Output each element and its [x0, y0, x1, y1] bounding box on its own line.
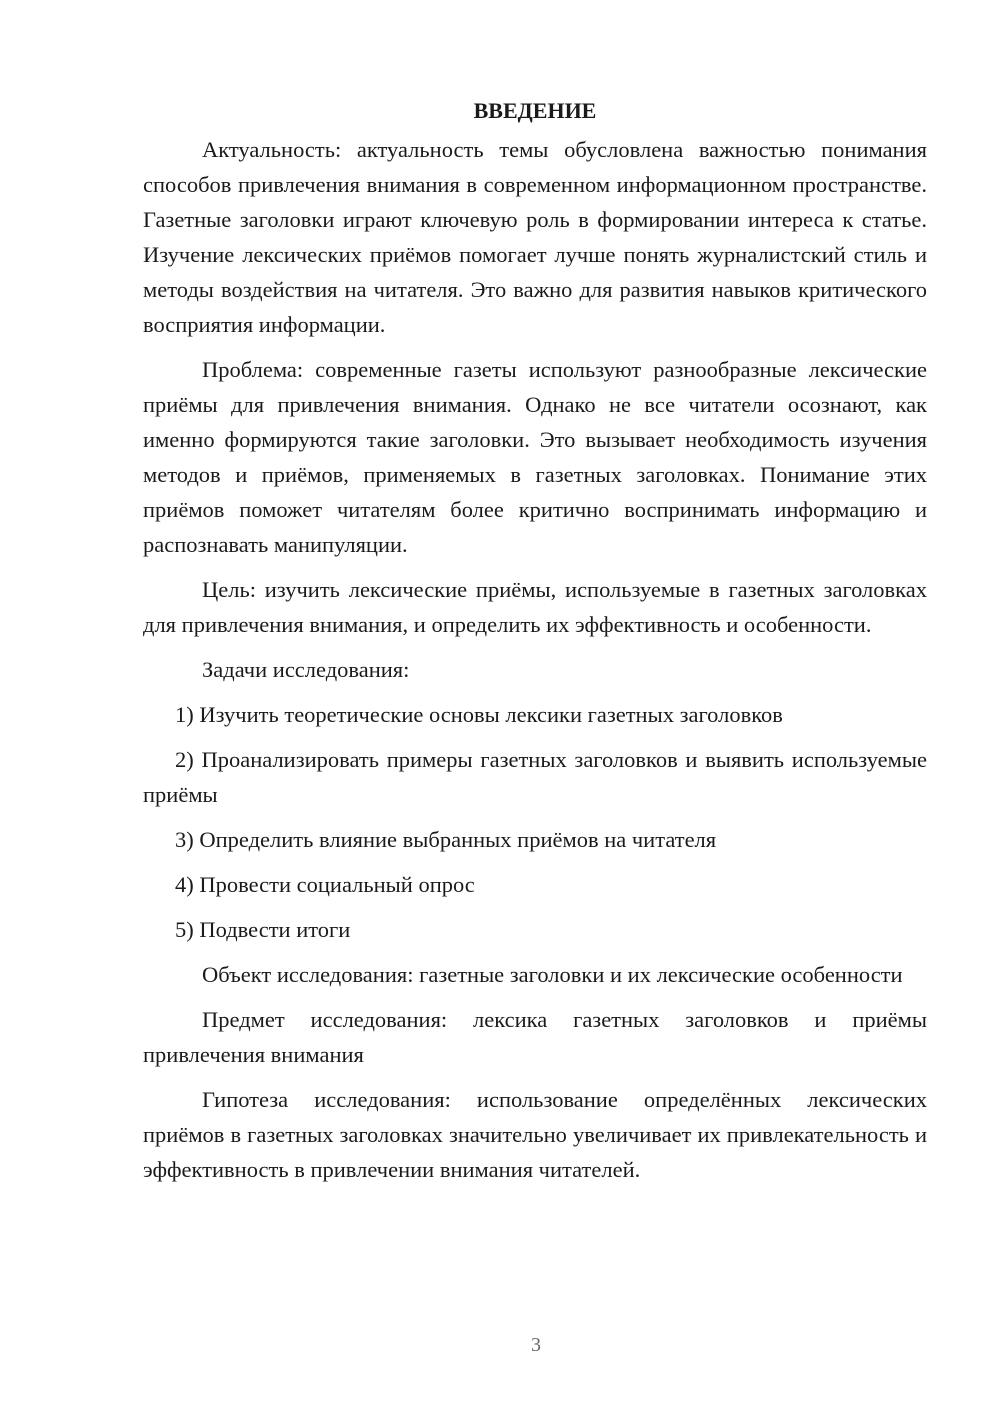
page-title: ВВЕДЕНИЕ: [473, 98, 597, 123]
task-item-2: 2) Проанализировать примеры газетных заголовков и выявить используемые приёмы: [143, 747, 927, 807]
paragraph-hypothesis: Гипотеза исследования: использование определённых лексических приёмов в газетных заголовках значительно увеличивает их привлекательность и эффективность в привлечении внимания читателей.: [143, 1087, 927, 1182]
page-content: [143, 96, 927, 1197]
paragraph-relevance: Актуальность: актуальность темы обусловлена важностью понимания способов привлечения внимания в современном информационном пространстве. Газетные заголовки играют ключевую роль в формировании интереса к статье. Изучение лексических приёмов помогает лучше понять журналистский стиль и методы воздействия на читателя. Это важно для развития навыков критического восприятия информации.: [143, 137, 927, 337]
paragraph-subject: Предмет исследования: лексика газетных заголовков и приёмы привлечения внимания: [143, 1007, 927, 1067]
paragraph-object: Объект исследования: газетные заголовки и их лексические особенности: [202, 962, 903, 987]
task-item-5: 5) Подвести итоги: [175, 917, 351, 942]
task-item-1: 1) Изучить теоретические основы лексики газетных заголовков: [175, 702, 783, 727]
page-number: 3: [531, 1334, 541, 1356]
paragraph-goal: Цель: изучить лексические приёмы, используемые в газетных заголовках для привлечения внимания, и определить их эффективность и особенности.: [143, 577, 927, 637]
paragraph-problem: Проблема: современные газеты используют разнообразные лексические приёмы для привлечения внимания. Однако не все читатели осознают, как именно формируются такие заголовки. Это вызывает необходимость изучения методов и приёмов, применяемых в газетных заголовках. Понимание этих приёмов поможет читателям более критично воспринимать информацию и распознавать манипуляции.: [143, 357, 927, 557]
tasks-heading: Задачи исследования:: [202, 657, 410, 682]
task-item-3: 3) Определить влияние выбранных приёмов на читателя: [175, 827, 717, 852]
task-item-4: 4) Провести социальный опрос: [175, 872, 475, 897]
